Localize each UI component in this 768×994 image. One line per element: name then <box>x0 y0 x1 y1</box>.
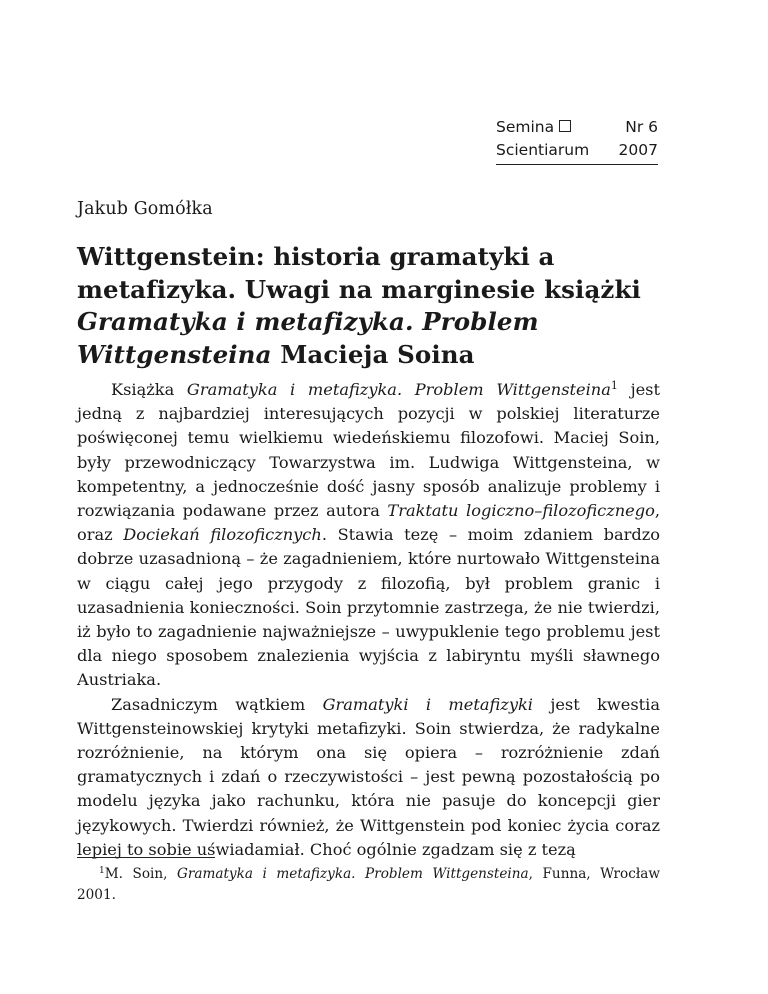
journal-year: 2007 <box>618 141 658 159</box>
journal-name-line1: Semina <box>496 118 555 136</box>
p1-text: jest jedną z najbardziej interesujących pozycji w polskiej literaturze poświęconej temu wielkiemu wiedeńskiemu filozofowi. Maciej Soin, były przewodniczący Towarzystwa im. Ludwiga Wittgensteina, w kompetentny, a jednocześnie dość jasny sposób analizuje problemy i rozwiązania podawane przez autora <box>77 380 660 521</box>
p2-text: jest kwestia Wittgensteinowskiej krytyki metafizyki. Soin stwierdza, że radykalne rozróżnienie, na którym ona się opiera – rozróżnienie zdań gramatycznych i zdań o rzeczywistości – jest pewną pozostałością po modelu języka jako rachunku, która nie pasuje do koncepcji gier językowych. Twierdzi również, że Wittgenstein pod koniec życia coraz lepiej to sobie uświadamiał. Choć ogólnie zgadzam się z tezą <box>77 694 660 859</box>
p1-book-title: Gramatyka i metafizyka. Problem Wittgensteina <box>186 380 611 399</box>
p2-text: Zasadniczym wątkiem <box>111 694 323 714</box>
footnote-book-title: Gramatyka i metafizyka. Problem Wittgensteina <box>177 866 529 882</box>
article-title <box>77 241 677 371</box>
footnote <box>77 864 660 905</box>
footnote-rule <box>77 857 215 858</box>
title-book-title: Gramatyka i metafizyka. Problem Wittgensteina <box>77 307 539 369</box>
p1-text: . Stawia tezę – moim zdaniem bardzo dobrze uzasadnioną – że zagadnieniem, które nurtowało Wittgensteina w ciągu całej jego przygody z filozofią, był problem granic i uzasadnienia konieczności. Soin przytomnie zastrzega, że nie twierdzi, iż było to zagadnienie najważniejsze – uwypuklenie tego problemu jest dla niego sposobem znalezienia wyjścia z labiryntu myśli sławnego Austriaka. <box>77 525 661 690</box>
paragraph-1 <box>77 378 660 693</box>
paragraph-2 <box>77 693 660 862</box>
author-name: Jakub Gomółka <box>77 199 213 219</box>
title-part1: Wittgenstein: historia gramatyki a metafizyka. Uwagi na marginesie książki <box>77 242 641 304</box>
p1-text: , oraz <box>77 501 661 545</box>
journal-box-icon <box>559 120 571 132</box>
footnote-ref: 1 <box>610 379 618 392</box>
footnote-text: M. Soin, <box>104 866 178 882</box>
p1-book-title: Dociekań filozoficznych <box>123 525 322 545</box>
journal-number: Nr 6 <box>625 118 658 136</box>
p2-book-title: Gramatyki i metafizyki <box>322 694 533 714</box>
article-body <box>77 378 660 862</box>
journal-header <box>496 116 658 165</box>
footnote-mark: 1 <box>99 866 105 876</box>
title-part3: Macieja Soina <box>280 339 475 369</box>
footnote-text: , Funna, Wrocław 2001. <box>77 866 660 903</box>
journal-name-line2: Scientiarum <box>496 141 590 159</box>
p1-book-title: Traktatu logiczno–filozoficznego <box>387 501 655 521</box>
p1-text: Książka <box>111 380 187 399</box>
